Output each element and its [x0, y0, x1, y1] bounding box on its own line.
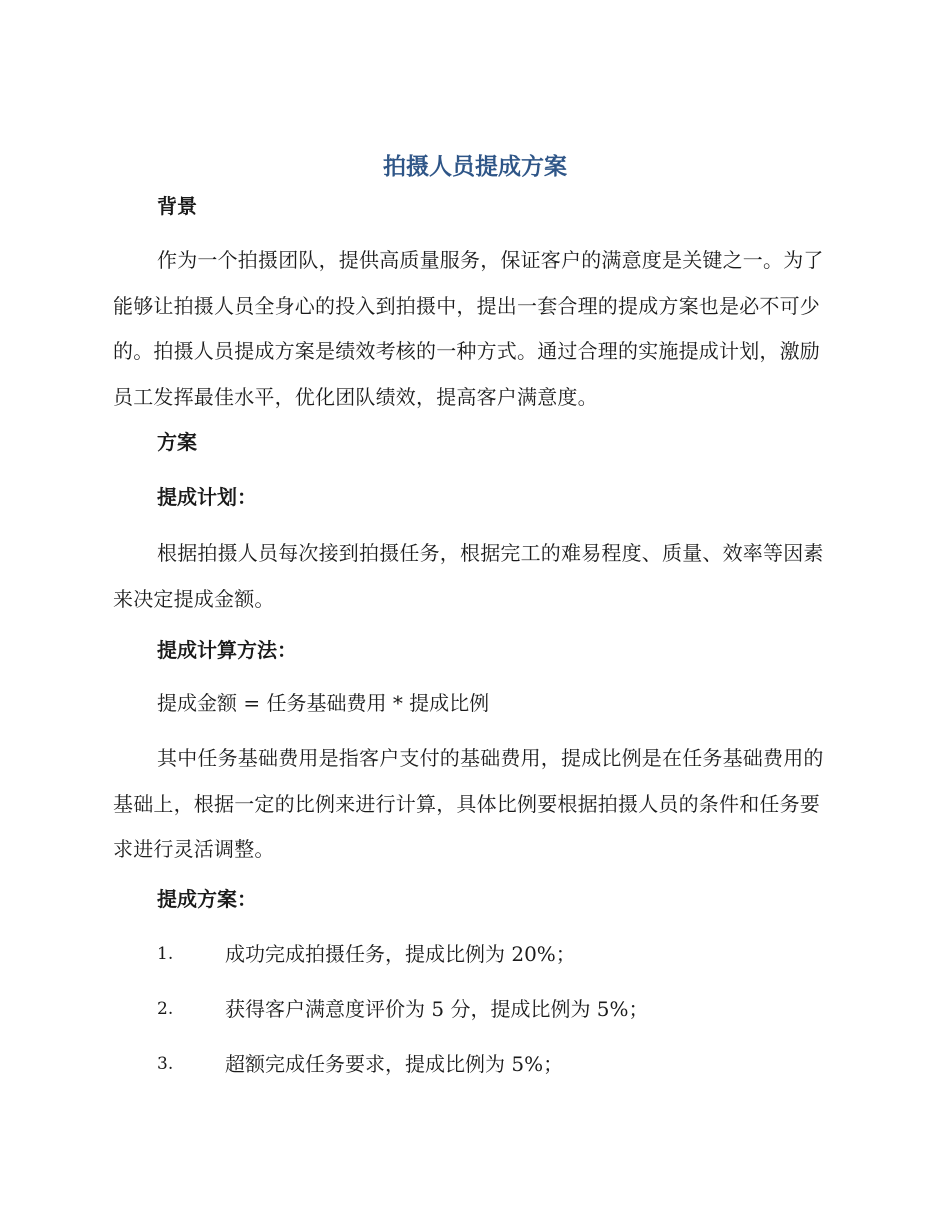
list-number: 3. — [157, 1054, 174, 1074]
list-number: 1. — [157, 944, 174, 964]
document-title: 拍摄人员提成方案 — [383, 154, 567, 180]
heading-commission-plan: 提成计划： — [157, 485, 257, 509]
paragraph-background: 作为一个拍摄团队，提供高质量服务，保证客户的满意度是关键之一。为了能够让拍摄人员全身心的投入到拍摄中，提出一套合理的提成方案也是必不可少的。拍摄人员提成方案是绩效考核的一种方式。通过合理的实施提成计划，激励员工发挥最佳水平，优化团队绩效，提高客户满意度。 — [113, 248, 824, 409]
heading-background: 背景 — [157, 194, 197, 218]
paragraph-calc: 其中任务基础费用是指客户支付的基础费用，提成比例是在任务基础费用的基础上，根据一定的比例来进行计算，具体比例要根据拍摄人员的条件和任务要求进行灵活调整。 — [113, 746, 824, 861]
list-item — [157, 995, 837, 1023]
formula-text: 提成金额 = 任务基础费用 * 提成比例 — [157, 691, 490, 715]
list-item — [157, 940, 837, 968]
list-text: 获得客户满意度评价为 5 分，提成比例为 5%； — [225, 997, 649, 1021]
list-text: 超额完成任务要求，提成比例为 5%； — [225, 1052, 564, 1076]
list-item — [157, 1050, 837, 1078]
list-text: 成功完成拍摄任务，提成比例为 20%； — [225, 942, 576, 966]
heading-scheme: 提成方案： — [157, 887, 257, 911]
list-number: 2. — [157, 999, 174, 1019]
paragraph-commission-plan: 根据拍摄人员每次接到拍摄任务，根据完工的难易程度、质量、效率等因素来决定提成金额。 — [113, 541, 824, 611]
heading-calc-method: 提成计算方法： — [157, 638, 297, 662]
heading-plan: 方案 — [157, 430, 197, 454]
